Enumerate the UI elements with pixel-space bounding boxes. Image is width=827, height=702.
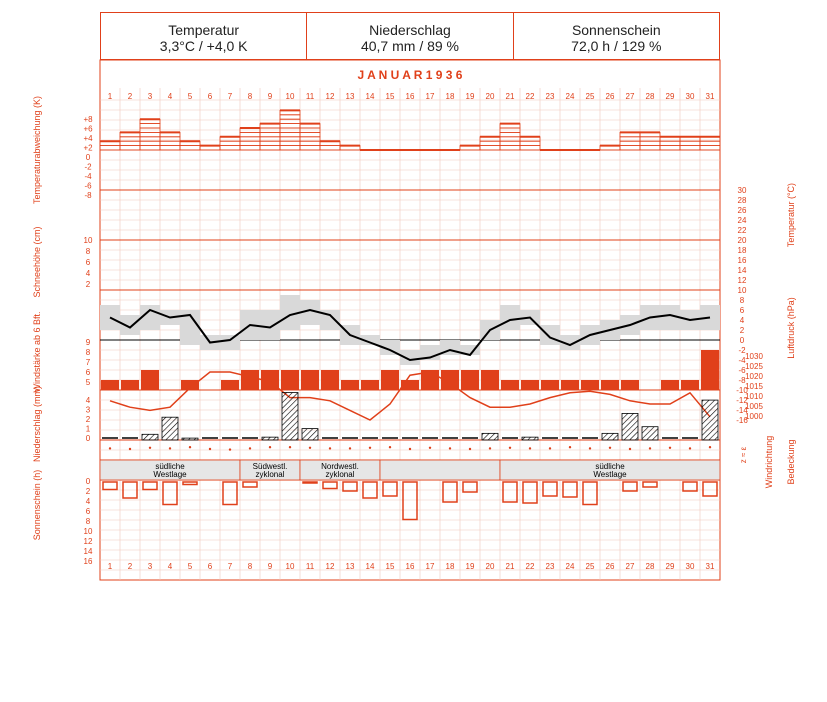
anomaly-tick: +8 [83, 115, 93, 124]
anomaly-bar [280, 137, 300, 141]
anomaly-bar [640, 141, 660, 145]
cloud-dot [569, 446, 571, 448]
day-label-top: 10 [285, 92, 295, 101]
anomaly-bar [180, 146, 200, 150]
day-label-bottom: 15 [385, 562, 395, 571]
sunshine-bar [563, 482, 577, 497]
wind-tick: 9 [85, 338, 91, 347]
temp-right-tick: 16 [737, 256, 747, 265]
temp-right-tick: 0 [739, 336, 745, 345]
sunshine-bar [683, 482, 697, 491]
day-label-top: 11 [305, 92, 315, 101]
sunshine-bar [323, 482, 337, 489]
anomaly-bar [700, 146, 720, 150]
cloud-dot [369, 447, 371, 449]
sunshine-bar [343, 482, 357, 491]
day-label-top: 3 [147, 92, 153, 101]
wind-bar [221, 380, 239, 390]
anomaly-bar [300, 146, 320, 150]
day-label-bottom: 6 [207, 562, 213, 571]
temp-right-tick: -16 [736, 416, 748, 425]
day-label-bottom: 17 [425, 562, 435, 571]
day-label-top: 5 [187, 92, 193, 101]
anomaly-tick: -2 [84, 162, 92, 172]
cloud-dot [169, 447, 171, 449]
anomaly-bar [300, 137, 320, 141]
anomaly-bar [660, 146, 680, 150]
precip-tick: 1 [85, 424, 91, 434]
wind-tick: 5 [85, 378, 91, 387]
axis-label-precip: Niederschlag (mm) [32, 385, 42, 463]
day-label-top: 15 [385, 92, 395, 101]
sunshine-tick: 0 [85, 477, 91, 486]
wind-bar [141, 370, 159, 390]
cloud-dot [329, 447, 331, 449]
wind-bar [101, 380, 119, 390]
anomaly-bar [620, 146, 640, 150]
pressure-tick: 1025 [745, 362, 763, 371]
day-label-top: 23 [545, 92, 555, 101]
temp-range-bar [140, 305, 160, 330]
day-label-bottom: 20 [485, 562, 495, 571]
sunshine-bar [383, 482, 397, 496]
day-label-top: 28 [645, 92, 655, 101]
cloud-dot [129, 448, 131, 450]
axis-label-sunshine: Sonnenschein (h) [32, 469, 42, 541]
sunshine-bar [243, 482, 257, 487]
temp-range-bar [500, 305, 520, 330]
anomaly-bar [500, 137, 520, 141]
cloud-dot [109, 447, 111, 449]
cloud-dot [689, 447, 691, 449]
anomaly-bar [120, 141, 140, 145]
cloud-dot [669, 447, 671, 449]
header-precipitation-label: Niederschlag [369, 22, 451, 38]
wind-tick: 6 [85, 368, 91, 377]
precip-bar [522, 437, 538, 440]
weather-type-label: Nordwestl. [321, 462, 359, 471]
sunshine-bar [503, 482, 517, 502]
day-label-top: 25 [585, 92, 595, 101]
anomaly-bar [280, 132, 300, 136]
anomaly-bar [240, 132, 260, 136]
wind-bar [121, 380, 139, 390]
weather-type-label: zyklonal [255, 470, 285, 479]
anomaly-bar [660, 141, 680, 145]
anomaly-bar [120, 146, 140, 150]
cloud-dot [269, 446, 271, 448]
precip-bar [162, 417, 178, 440]
sunshine-bar [303, 482, 317, 483]
anomaly-bar [500, 141, 520, 145]
wind-bar [581, 380, 599, 390]
day-label-top: 6 [207, 92, 213, 101]
temp-right-tick: 24 [737, 216, 747, 225]
header-temperature-label: Temperatur [168, 22, 240, 38]
day-label-bottom: 24 [565, 562, 575, 571]
cloud-dot [549, 447, 551, 449]
precip-bar [622, 413, 638, 440]
wind-bar [381, 370, 399, 390]
anomaly-bar [140, 124, 160, 128]
axis-label-pressure: Luftdruck (hPa) [786, 297, 796, 359]
temp-right-tick: -4 [738, 356, 746, 365]
anomaly-tick: -6 [84, 181, 92, 191]
weather-type-label: südliche [595, 462, 625, 471]
precip-tick: 0 [85, 434, 91, 443]
sunshine-bar [643, 482, 657, 487]
cloud-dot [409, 448, 411, 450]
cloud-dot [389, 446, 391, 448]
anomaly-bar [240, 146, 260, 150]
temp-right-tick: 22 [737, 226, 747, 235]
cloud-dot [249, 447, 251, 449]
day-label-top: 24 [565, 92, 575, 101]
header-temperature-value: 3,3°C / +4,0 K [159, 38, 248, 54]
day-label-top: 18 [445, 92, 455, 101]
day-label-bottom: 10 [285, 562, 295, 571]
sunshine-bar [543, 482, 557, 496]
cloud-dot [469, 448, 471, 450]
day-label-bottom: 13 [345, 562, 355, 571]
wind-bar [281, 370, 299, 390]
anomaly-bar [100, 146, 120, 150]
precip-tick: 2 [85, 415, 91, 424]
temp-right-tick: -2 [738, 346, 746, 355]
anomaly-bar [280, 115, 300, 119]
header-sunshine-label: Sonnenschein [571, 22, 661, 38]
day-label-bottom: 29 [665, 562, 675, 571]
precip-tick: 4 [85, 396, 91, 405]
day-label-top: 30 [685, 92, 695, 101]
anomaly-bar [260, 146, 280, 150]
temp-right-tick: -8 [738, 376, 746, 385]
precip-bar [702, 400, 718, 440]
precip-bar [482, 433, 498, 440]
weather-type-label: Südwestl. [252, 462, 288, 471]
anomaly-bar [160, 141, 180, 145]
header-precipitation-value: 40,7 mm / 89 % [360, 38, 460, 54]
day-label-top: 14 [365, 92, 375, 101]
snow-tick: 6 [85, 258, 91, 267]
day-label-bottom: 4 [167, 562, 173, 571]
precip-bar [282, 393, 298, 441]
wind-bar [341, 380, 359, 390]
day-label-top: 26 [605, 92, 615, 101]
anomaly-bar [520, 146, 540, 150]
anomaly-bar [500, 132, 520, 136]
snow-tick: 2 [85, 280, 91, 289]
snow-tick: 8 [85, 247, 91, 256]
temp-right-tick: -14 [736, 406, 748, 415]
wind-bar [461, 370, 479, 390]
cloud-dot [509, 447, 511, 449]
weather-type-label: Westlage [153, 470, 187, 479]
wind-bar [541, 380, 559, 390]
day-label-bottom: 9 [267, 562, 273, 571]
day-label-bottom: 12 [325, 562, 335, 571]
temp-range-bar [260, 310, 280, 340]
month-title: J A N U A R 1 9 3 6 [357, 68, 463, 82]
sunshine-tick: 4 [85, 497, 91, 506]
axis-label-anomaly: Temperaturabweichung (K) [32, 95, 42, 205]
wind-bar [561, 380, 579, 390]
temp-right-tick: 8 [739, 296, 745, 305]
day-label-top: 2 [127, 92, 133, 101]
pressure-tick: 1005 [745, 402, 763, 411]
sunshine-tick: 10 [83, 527, 93, 536]
day-label-bottom: 7 [227, 562, 233, 571]
anomaly-bar [240, 137, 260, 141]
temp-range-bar [540, 325, 560, 345]
precip-bar [182, 438, 198, 440]
temp-right-tick: 18 [737, 246, 747, 255]
day-label-top: 4 [167, 92, 173, 101]
sunshine-bar [443, 482, 457, 502]
pressure-tick: 1000 [745, 412, 763, 421]
temp-right-tick: 2 [739, 326, 745, 335]
anomaly-bar [480, 146, 500, 150]
anomaly-bar [680, 146, 700, 150]
anomaly-bar [220, 141, 240, 145]
day-label-top: 29 [665, 92, 675, 101]
anomaly-bar [260, 137, 280, 141]
day-label-top: 22 [525, 92, 535, 101]
day-label-top: 1 [107, 92, 113, 101]
axis-label-cloud: Bedeckung [786, 439, 796, 485]
anomaly-bar [620, 137, 640, 141]
day-label-top: 21 [505, 92, 515, 101]
day-label-bottom: 22 [525, 562, 535, 571]
weather-type-label: südliche [155, 462, 185, 471]
cloud-dot [489, 447, 491, 449]
weather-type-label: zyklonal [325, 470, 355, 479]
sunshine-tick: 8 [85, 517, 91, 526]
cloud-dot [309, 447, 311, 449]
precip-bar [142, 434, 158, 440]
temp-right-tick: -6 [738, 366, 746, 375]
anomaly-bar [320, 146, 340, 150]
pressure-tick: 1030 [745, 352, 763, 361]
sunshine-bar [623, 482, 637, 491]
anomaly-tick: -4 [84, 172, 92, 181]
temp-range-bar [220, 335, 240, 350]
temp-right-tick: 10 [737, 286, 747, 295]
day-label-top: 7 [227, 92, 233, 101]
snow-tick: 10 [83, 236, 93, 245]
sunshine-tick: 16 [83, 557, 93, 566]
anomaly-bar [140, 146, 160, 150]
anomaly-bar [300, 132, 320, 136]
day-label-top: 19 [465, 92, 475, 101]
pressure-tick: 1010 [745, 392, 763, 401]
day-label-top: 17 [425, 92, 435, 101]
precip-bar [642, 427, 658, 440]
wind-bar [481, 370, 499, 390]
anomaly-bar [140, 132, 160, 136]
anomaly-bar [300, 141, 320, 145]
cloud-dot [709, 446, 711, 448]
day-label-bottom: 19 [465, 562, 475, 571]
anomaly-bar [120, 137, 140, 141]
sunshine-bar [403, 482, 417, 520]
temp-right-tick: 4 [739, 316, 745, 325]
day-label-bottom: 1 [107, 562, 113, 571]
day-label-bottom: 26 [605, 562, 615, 571]
sunshine-tick: 14 [83, 547, 93, 556]
anomaly-bar [280, 124, 300, 128]
cloud-dot [209, 448, 211, 450]
temp-right-tick: 30 [737, 186, 747, 195]
anomaly-tick: +6 [83, 124, 93, 134]
day-label-bottom: 27 [625, 562, 635, 571]
anomaly-bar [260, 132, 280, 136]
day-label-top: 8 [247, 92, 253, 101]
anomaly-bar [140, 137, 160, 141]
wind-bar [321, 370, 339, 390]
wind-bar [601, 380, 619, 390]
anomaly-bar [640, 146, 660, 150]
anomaly-bar [140, 141, 160, 145]
day-label-bottom: 2 [127, 562, 133, 571]
anomaly-bar [620, 141, 640, 145]
anomaly-bar [480, 141, 500, 145]
day-label-bottom: 3 [147, 562, 153, 571]
anomaly-bar [280, 146, 300, 150]
sunshine-tick: 12 [83, 537, 93, 546]
anomaly-bar [220, 146, 240, 150]
weather-type-label: Westlage [593, 470, 627, 479]
anomaly-bar [520, 141, 540, 145]
day-label-top: 16 [405, 92, 415, 101]
cloud-dot [349, 447, 351, 449]
day-label-bottom: 23 [545, 562, 555, 571]
snow-tick: 4 [85, 269, 91, 278]
anomaly-bar [160, 146, 180, 150]
direction-letters: z ≈ ε [739, 446, 748, 464]
axis-label-wind: Windstärke ab 6 Bft. [32, 311, 42, 393]
cloud-dot [449, 447, 451, 449]
precip-bar [302, 429, 318, 440]
day-label-top: 31 [705, 92, 715, 101]
cloud-dot [289, 446, 291, 448]
anomaly-tick: -8 [84, 191, 92, 200]
precip-bar [602, 433, 618, 440]
day-label-bottom: 31 [705, 562, 715, 571]
cloud-dot [149, 447, 151, 449]
sunshine-bar [163, 482, 177, 505]
wind-bar [361, 380, 379, 390]
sunshine-bar [583, 482, 597, 505]
cloud-dot [229, 448, 231, 450]
sunshine-tick: 2 [85, 487, 91, 496]
day-label-bottom: 25 [585, 562, 595, 571]
day-label-bottom: 8 [247, 562, 253, 571]
wind-bar [661, 380, 679, 390]
day-label-top: 12 [325, 92, 335, 101]
sunshine-bar [143, 482, 157, 490]
wind-bar [301, 370, 319, 390]
sunshine-bar [463, 482, 477, 492]
day-label-top: 20 [485, 92, 495, 101]
sunshine-bar [223, 482, 237, 505]
day-label-bottom: 11 [305, 562, 315, 571]
day-label-bottom: 30 [685, 562, 695, 571]
pressure-tick: 1015 [745, 382, 763, 391]
temp-right-tick: 26 [737, 206, 747, 215]
anomaly-bar [500, 146, 520, 150]
anomaly-bar [680, 141, 700, 145]
cloud-dot [609, 447, 611, 449]
cloud-dot [429, 447, 431, 449]
axis-label-wind-dir: Windrichtung [764, 435, 774, 489]
day-label-bottom: 21 [505, 562, 515, 571]
temp-right-tick: -12 [736, 396, 748, 405]
pressure-tick: 1020 [745, 372, 763, 381]
sunshine-bar [183, 482, 197, 485]
axis-label-snow: Schneehöhe (cm) [32, 226, 42, 298]
day-label-top: 13 [345, 92, 355, 101]
cloud-dot [589, 447, 591, 449]
temp-right-tick: 6 [739, 306, 745, 315]
temp-right-tick: 20 [737, 236, 747, 245]
anomaly-bar [280, 141, 300, 145]
precip-tick: 3 [85, 405, 91, 415]
wind-bar [501, 380, 519, 390]
wind-tick: 8 [85, 348, 91, 357]
anomaly-bar [260, 141, 280, 145]
day-label-bottom: 16 [405, 562, 415, 571]
anomaly-bar [240, 141, 260, 145]
precip-bar [262, 437, 278, 440]
wind-bar [521, 380, 539, 390]
wind-bar [681, 380, 699, 390]
wind-bar [241, 370, 259, 390]
sunshine-tick: 6 [85, 507, 91, 516]
anomaly-bar [640, 137, 660, 141]
weather-type-box [380, 460, 500, 480]
anomaly-tick: +4 [83, 134, 93, 143]
sunshine-bar [703, 482, 717, 496]
cloud-dot [189, 446, 191, 448]
cloud-dot [529, 447, 531, 449]
temp-right-tick: 28 [737, 196, 747, 205]
cloud-dot [649, 447, 651, 449]
day-label-bottom: 28 [645, 562, 655, 571]
day-label-bottom: 14 [365, 562, 375, 571]
header-sunshine-value: 72,0 h / 129 % [571, 38, 662, 54]
temp-right-tick: 12 [737, 276, 747, 285]
wind-bar [701, 350, 719, 390]
temp-right-tick: 14 [737, 266, 747, 275]
axis-label-temp-right: Temperatur (°C) [786, 182, 796, 248]
anomaly-bar [700, 141, 720, 145]
anomaly-tick: 0 [85, 153, 91, 162]
anomaly-tick: +2 [83, 143, 93, 153]
temp-right-tick: -10 [736, 386, 748, 395]
day-label-bottom: 5 [187, 562, 193, 571]
day-label-top: 9 [267, 92, 273, 101]
wind-tick: 7 [85, 358, 91, 367]
sunshine-bar [103, 482, 117, 490]
wind-bar [621, 380, 639, 390]
anomaly-bar [160, 137, 180, 141]
day-label-bottom: 18 [445, 562, 455, 571]
day-label-top: 27 [625, 92, 635, 101]
cloud-dot [629, 448, 631, 450]
